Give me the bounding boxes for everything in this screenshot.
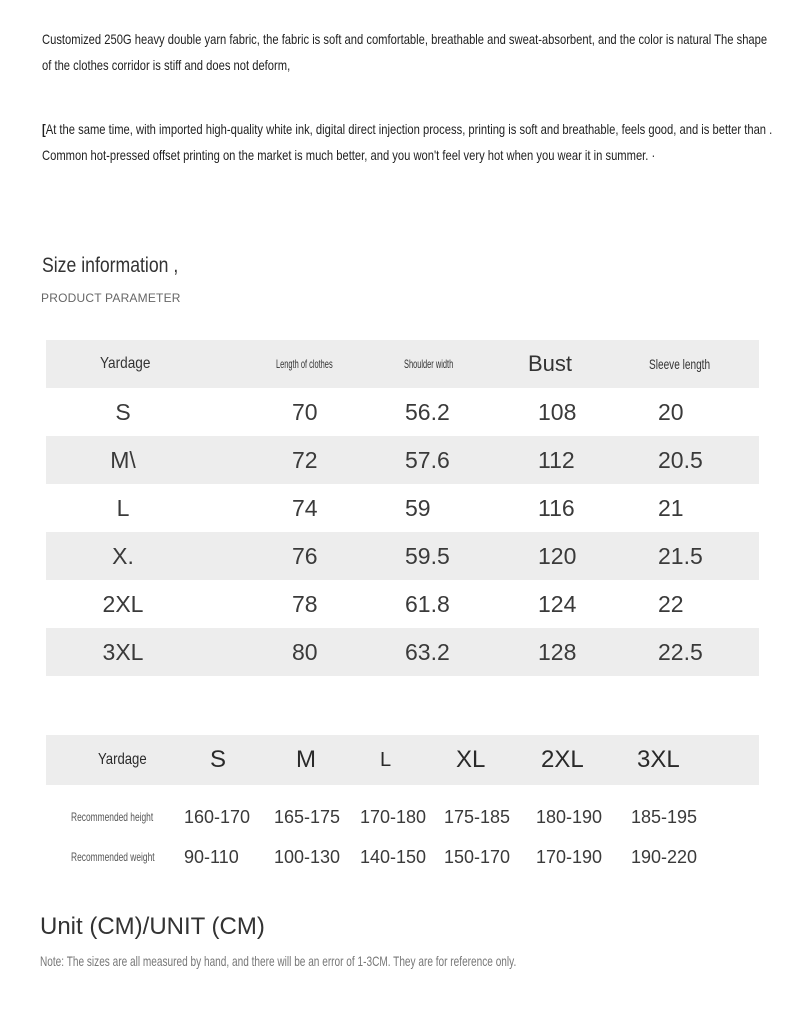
shoulder-cell: 63.2 — [405, 639, 450, 665]
recommended-weight-label: Recommended weight — [71, 850, 155, 864]
length-cell: 78 — [292, 591, 318, 617]
length-cell: 80 — [292, 639, 318, 665]
fabric-description-line-1: Customized 250G heavy double yarn fabric, the fabric is soft and comfortable, breathable and sweat-absorbent, and the color is natural The shape — [42, 31, 768, 47]
header-yardage: Yardage — [100, 355, 151, 372]
size-cell: M\ — [110, 447, 136, 473]
shoulder-cell: 59.5 — [405, 543, 450, 569]
fabric-description — [42, 26, 800, 78]
height-cell: 160-170 — [184, 807, 251, 827]
height-cell: 170-180 — [360, 807, 427, 827]
table-row — [46, 484, 759, 532]
sleeve-cell: 20 — [658, 399, 684, 425]
size-table-header — [46, 340, 759, 388]
unit-label: Unit (CM)/UNIT (CM) — [40, 913, 265, 940]
length-cell: 76 — [292, 543, 318, 569]
recommended-height-label: Recommended height — [71, 810, 154, 824]
size-cell: S — [115, 399, 131, 425]
shoulder-cell: 57.6 — [405, 447, 450, 473]
weight-cell: 100-130 — [274, 847, 341, 867]
shoulder-cell: 56.2 — [405, 399, 450, 425]
header-sleeve: Sleeve length — [649, 356, 711, 372]
product-parameter-subtitle: PRODUCT PARAMETER — [41, 291, 181, 305]
size-info-title: Size information , — [42, 254, 179, 277]
bracket-mark: [ — [42, 121, 46, 137]
weight-cell: 90-110 — [184, 847, 239, 867]
table-row — [46, 532, 759, 580]
weight-cell: 140-150 — [360, 847, 427, 867]
measurement-note: Note: The sizes are all measured by hand, and there will be an error of 1-3CM. They are for reference only. — [40, 953, 517, 969]
height-cell: 185-195 — [631, 807, 698, 827]
shoulder-cell: 61.8 — [405, 591, 450, 617]
recommended-height-row — [46, 797, 759, 837]
size-xl-label: XL — [456, 746, 486, 773]
size-table — [46, 340, 759, 684]
header-length: Length of clothes — [276, 357, 333, 371]
size-3xl-label: 3XL — [637, 746, 680, 773]
height-cell: 180-190 — [536, 807, 603, 827]
printing-description-line-2: Common hot-pressed offset printing on the market is much better, and you won't feel very hot when you wear it in summer. · — [42, 147, 656, 163]
recommendation-table — [46, 735, 759, 875]
sleeve-cell: 21 — [658, 495, 684, 521]
bust-cell: 124 — [538, 591, 577, 617]
sleeve-cell: 21.5 — [658, 543, 703, 569]
header-bust: Bust — [528, 351, 573, 376]
printing-description-line-1 — [42, 116, 772, 142]
sleeve-cell: 20.5 — [658, 447, 703, 473]
table-row — [46, 628, 759, 676]
size-2xl-label: 2XL — [541, 746, 584, 773]
printing-description-text-1: At the same time, with imported high-quality white ink, digital direct injection process, printing is soft and breathable, feels good, and is better than . — [45, 121, 773, 137]
height-cell: 175-185 — [444, 807, 511, 827]
recommendation-header — [46, 735, 759, 785]
header-yardage: Yardage — [98, 751, 147, 768]
bust-cell: 128 — [538, 639, 577, 665]
weight-cell: 170-190 — [536, 847, 603, 867]
size-cell: X. — [112, 543, 134, 569]
table-row — [46, 580, 759, 628]
recommended-weight-row — [46, 837, 759, 877]
sleeve-cell: 22 — [658, 591, 684, 617]
weight-cell: 190-220 — [631, 847, 698, 867]
bust-cell: 108 — [538, 399, 577, 425]
bust-cell: 116 — [538, 495, 575, 521]
bust-cell: 120 — [538, 543, 577, 569]
printing-description — [42, 116, 800, 168]
length-cell: 74 — [292, 495, 318, 521]
bust-cell: 112 — [538, 447, 575, 473]
length-cell: 72 — [292, 447, 318, 473]
height-cell: 165-175 — [274, 807, 341, 827]
length-cell: 70 — [292, 399, 318, 425]
size-l-label: L — [380, 749, 392, 771]
table-row — [46, 388, 759, 436]
fabric-description-line-2: of the clothes corridor is stiff and does not deform, — [42, 57, 291, 73]
size-s-label: S — [210, 746, 227, 773]
shoulder-cell: 59 — [405, 495, 431, 521]
table-row — [46, 436, 759, 484]
weight-cell: 150-170 — [444, 847, 511, 867]
size-cell: 2XL — [102, 591, 144, 617]
sleeve-cell: 22.5 — [658, 639, 703, 665]
size-cell: 3XL — [102, 639, 144, 665]
size-m-label: M — [296, 746, 316, 773]
header-shoulder: Shoulder width — [404, 357, 454, 371]
size-cell: L — [116, 495, 130, 521]
